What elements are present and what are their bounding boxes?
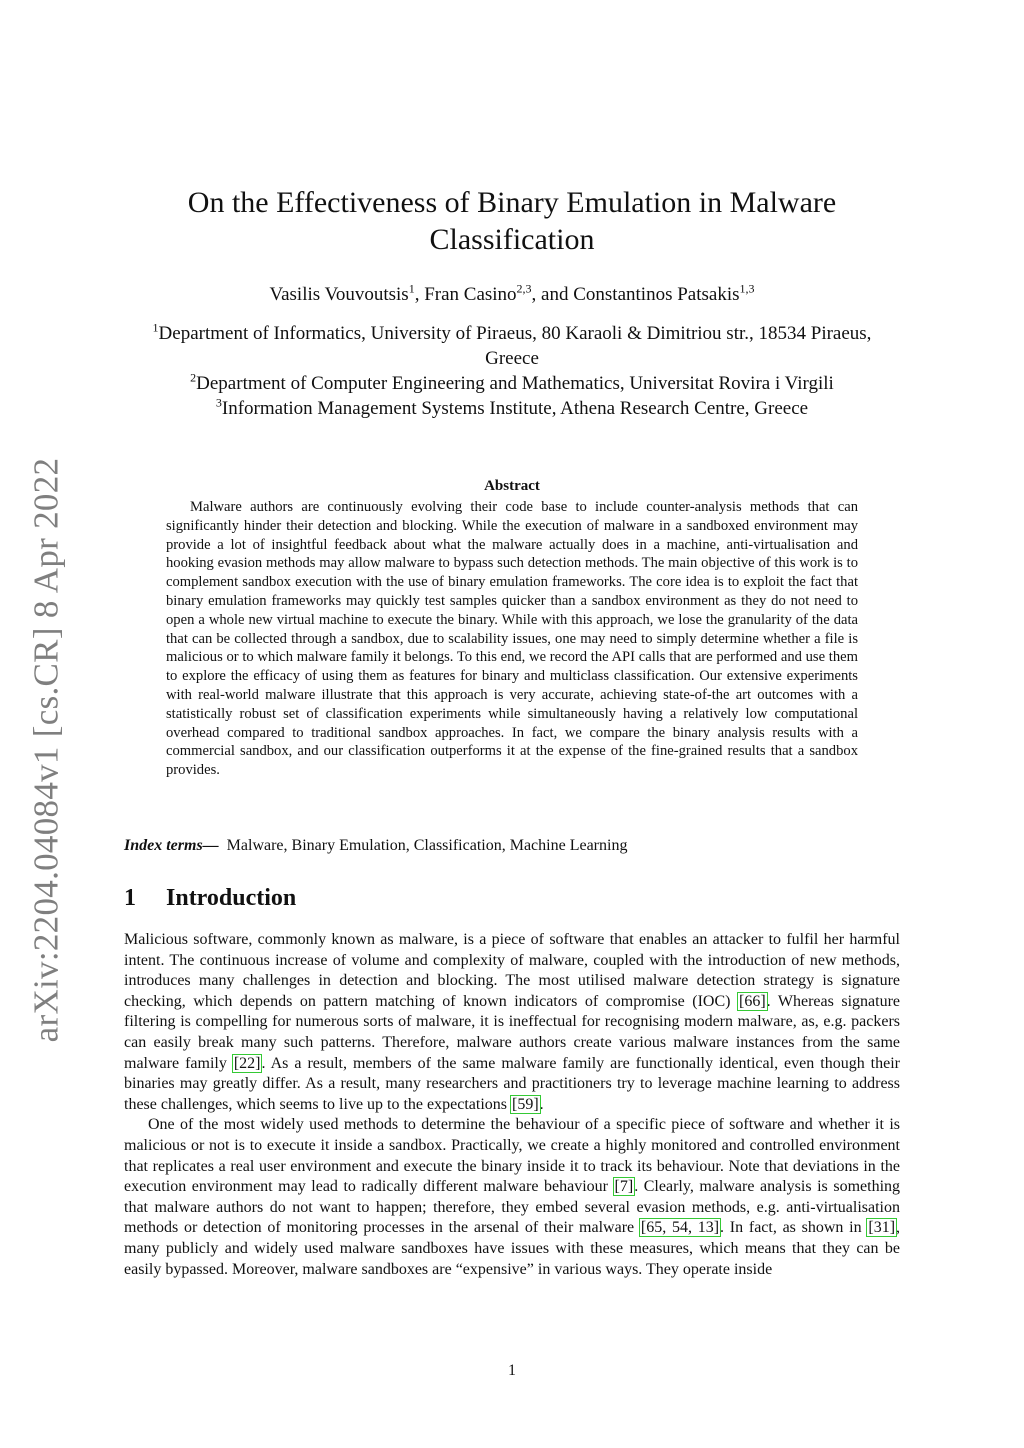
index-terms-text: Malware, Binary Emulation, Classification, Machine Learning: [226, 837, 628, 854]
citation-link[interactable]: [22]: [233, 1054, 261, 1072]
paragraph-text: .: [539, 1095, 544, 1113]
affiliation-text: Information Management Systems Institute, Athena Research Centre, Greece: [221, 398, 809, 419]
paragraph-text: . In fact, as shown in: [720, 1219, 868, 1237]
section-number: 1: [124, 885, 136, 911]
paragraph-text: , many publicly and widely used malware sandboxes have issues with these measures, which means that they can be easily bypassed. Moreover, malware sandboxes are “expensive” in various ways. They operate inside: [124, 1219, 901, 1278]
author-name: Constantinos Patsakis: [573, 284, 740, 305]
affiliation-mark: 1: [152, 320, 159, 335]
affiliation-mark: 2: [190, 370, 197, 385]
introduction-body: [124, 930, 900, 1280]
citation-link[interactable]: [59]: [512, 1095, 539, 1113]
citation-link[interactable]: [65, 54, 13]: [640, 1219, 720, 1237]
paragraph: [124, 930, 900, 1115]
affiliation-mark: 3: [215, 395, 222, 410]
section-heading: [124, 885, 900, 912]
arxiv-identifier: [22, 457, 70, 1043]
paragraph: [124, 1115, 900, 1280]
index-terms-label: Index terms—: [124, 837, 219, 854]
paragraph-text: Malicious software, commonly known as malware, is a piece of software that enables an attacker to fulfil her harmful intent. The continuous increase of volume and complexity of malware, coupled with the introduction of new methods, introduces many challenges in detection and blocking. The most utilised malware detection strategy is signature checking, which depends on pattern matching of known indicators of compromise (IOC): [124, 931, 900, 1010]
paragraph-text: One of the most widely used methods to determine the behaviour of a specific piece of software and whether it is malicious or not is to execute it inside a sandbox. Practically, we create a highly monitored and controlled environment that replicates a real user environment and execute the binary inside it to track its behaviour. Note that deviations in the execution environment may lead to radically different malware behaviour: [124, 1116, 900, 1196]
author-separator: ,: [414, 284, 425, 305]
paragraph-text: . As a result, members of the same malware family are functionally identical, even though their binaries may greatly differ. As a result, many researchers and practitioners try to leverage machine learning to address these challenges, which seems to live up to the expectations: [124, 1054, 901, 1113]
paragraph-text: . Whereas signature filtering is compelling for numerous sorts of malware, it is ineffectual for recognising modern malware, as, e.g. packers can easily break many such patterns. Therefore, malware authors create various malware instances from the same malware family: [124, 992, 900, 1072]
author-separator: , and: [531, 284, 574, 305]
author-name: Fran Casino: [424, 284, 517, 305]
index-terms: [124, 836, 900, 856]
author-affiliation-mark: 1: [408, 281, 415, 296]
citation-link[interactable]: [66]: [739, 992, 766, 1010]
abstract-heading: Abstract: [484, 478, 540, 494]
page-number: 1: [508, 1362, 516, 1379]
affiliation: [124, 321, 900, 371]
citation-link[interactable]: [7]: [614, 1178, 634, 1196]
affiliation: [124, 396, 900, 421]
author-affiliation-mark: 1,3: [739, 281, 755, 296]
paper-title: On the Effectiveness of Binary Emulation in Malware Classification: [187, 186, 837, 256]
paragraph-text: . Clearly, malware analysis is something that malware authors do not want to happen; therefore, they embed several evasion methods, e.g. anti-virtualisation methods or detection of monitoring processes in the arsenal of their malware: [124, 1178, 901, 1237]
affiliation: [124, 371, 900, 396]
author-name: Vasilis Vouvoutsis: [269, 284, 409, 305]
affiliation-text: Department of Computer Engineering and Mathematics, Universitat Rovira i Virgili: [196, 373, 834, 394]
arxiv-identifier-text: arXiv:2204.04084v1 [cs.CR] 8 Apr 2022: [26, 457, 66, 1043]
affiliation-text: Department of Informatics, University of Piraeus, 80 Karaoli & Dimitriou str., 18534 Piraeus, Greece: [158, 323, 872, 369]
abstract-text: Malware authors are continuously evolving their code base to include counter-analysis methods that can significantly hinder their detection and blocking. While the execution of malware in a sandboxed environment may provide a lot of insightful feedback about what the malware actually does in a machine, anti-virtualisation and hooking evasion methods may allow malware to bypass such detection methods. The main objective of this work is to complement sandbox execution with the use of binary emulation frameworks. The core idea is to exploit the fact that binary emulation frameworks may quickly test samples quicker than a sandbox environment as they do not need to open a whole new virtual machine to execute the binary. While with this approach, we lose the granularity of the data that can be collected through a sandbox, due to scalability issues, one may need to simply determine whether a file is malicious or to which malware family it belongs. To this end, we record the API calls that are performed and use them to explore the efficacy of using them as features for binary and multiclass classification. Our extensive experiments with real-world malware illustrate that this approach is very accurate, achieving state-of-the art outcomes with a statistically robust set of classification experiments while simultaneously having a relatively low computational overhead compared to traditional sandbox approaches. In fact, we compare the binary analysis results with a commercial sandbox, and our classification outperforms it at the expense of the fine-grained results that a sandbox provides.: [166, 499, 858, 779]
author-list: [124, 283, 900, 307]
section-title: Introduction: [166, 885, 297, 911]
author-affiliation-mark: 2,3: [516, 281, 532, 296]
citation-link[interactable]: [31]: [868, 1219, 896, 1237]
affiliation-list: [124, 321, 900, 421]
